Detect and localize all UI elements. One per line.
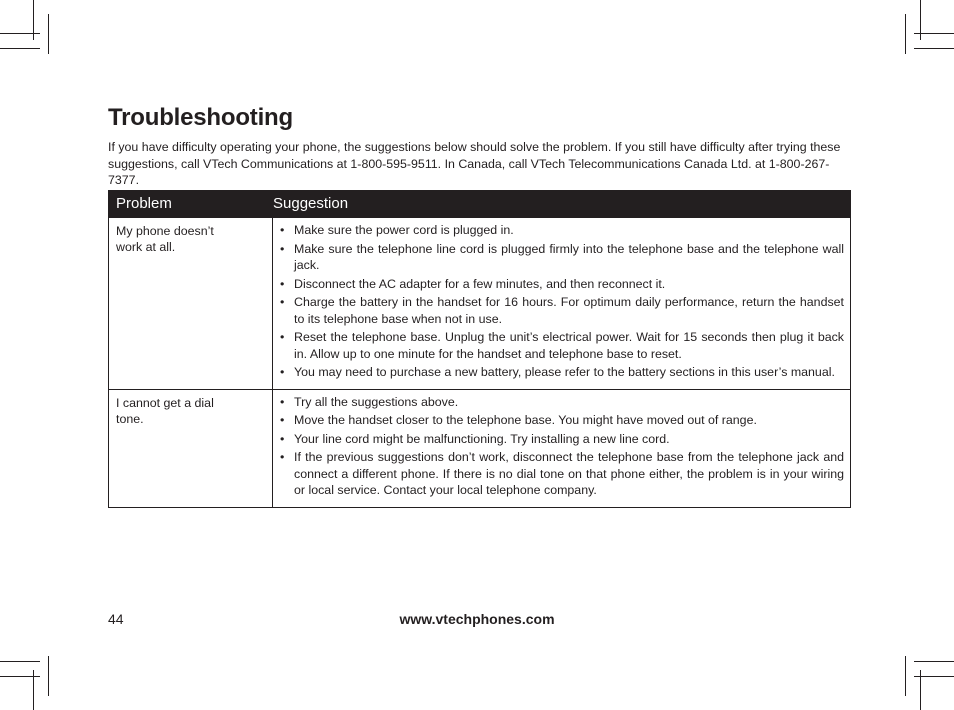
table-header xyxy=(109,190,850,217)
website-url: www.vtechphones.com xyxy=(399,611,555,627)
crop-mark xyxy=(0,33,40,34)
bullet-icon: • xyxy=(280,394,285,409)
bullet-icon: • xyxy=(280,450,285,464)
crop-mark xyxy=(0,676,40,677)
bullet-icon: • xyxy=(280,276,285,291)
crop-mark xyxy=(905,14,906,54)
page-title: Troubleshooting xyxy=(108,104,293,131)
bullet-icon: • xyxy=(280,295,285,309)
table-row xyxy=(109,389,850,507)
suggestion-list xyxy=(280,222,844,381)
suggestion-item: • Try all the suggestions above. xyxy=(280,394,459,409)
suggestion-cell xyxy=(273,218,850,389)
crop-mark xyxy=(0,48,40,49)
suggestion-item: • Make sure the telephone line cord is plugged firmly into the telephone base and the telephone wall jack. xyxy=(280,241,844,272)
problem-cell xyxy=(109,390,273,507)
page-number: 44 xyxy=(108,611,124,627)
suggestion-item: • Move the handset closer to the telephone base. You might have moved out of range. xyxy=(280,413,757,427)
crop-mark xyxy=(33,0,34,40)
crop-mark xyxy=(920,0,921,40)
crop-mark xyxy=(914,33,954,34)
crop-mark xyxy=(914,48,954,49)
suggestion-item: • Your line cord might be malfunctioning. Try installing a new line cord. xyxy=(280,431,670,446)
suggestion-item: • If the previous suggestions don’t work, disconnect the telephone base from the telephone jack and connect a different phone. If there is no dial tone on that phone either, the problem is in your wiring or local service. Contact your local telephone company. xyxy=(280,450,844,497)
crop-mark xyxy=(905,656,906,696)
crop-mark xyxy=(48,14,49,54)
crop-mark xyxy=(48,656,49,696)
bullet-icon: • xyxy=(280,431,285,446)
bullet-icon: • xyxy=(280,223,285,237)
bullet-icon: • xyxy=(280,330,285,344)
suggestion-item: • Make sure the power cord is plugged in. xyxy=(280,223,514,237)
problem-text: I cannot get a dial tone. xyxy=(116,395,214,426)
suggestion-cell xyxy=(273,390,850,507)
troubleshooting-table xyxy=(108,190,851,508)
suggestion-list xyxy=(280,394,844,499)
bullet-icon: • xyxy=(280,365,285,379)
bullet-icon: • xyxy=(280,413,285,427)
table-row xyxy=(109,217,850,389)
suggestion-item: • Charge the battery in the handset for 16 hours. For optimum daily performance, return the handset to its telephone base when not in use. xyxy=(280,295,844,326)
problem-text: My phone doesn’t work at all. xyxy=(116,224,214,254)
crop-mark xyxy=(914,676,954,677)
suggestion-item: • Reset the telephone base. Unplug the unit’s electrical power. Wait for 15 seconds then plug it back in. Allow up to one minute for the handset and telephone base to reset. xyxy=(280,330,844,361)
bullet-icon: • xyxy=(280,241,285,256)
intro-paragraph: If you have difficulty operating your phone, the suggestions below should solve the problem. If you still have difficulty after trying these suggestions, call VTech Communications at 1-800-595-9511. In Canada, call VTech Telecommunications Canada Ltd. at 1-800-267-7377. xyxy=(108,140,841,188)
crop-mark xyxy=(0,661,40,662)
suggestion-item: • You may need to purchase a new battery, please refer to the battery sections in this user’s manual. xyxy=(280,365,835,379)
crop-mark xyxy=(914,661,954,662)
problem-cell xyxy=(109,218,273,389)
column-header-problem: Problem xyxy=(116,195,172,212)
column-header-suggestion: Suggestion xyxy=(273,195,349,212)
suggestion-item: • Disconnect the AC adapter for a few minutes, and then reconnect it. xyxy=(280,276,666,291)
